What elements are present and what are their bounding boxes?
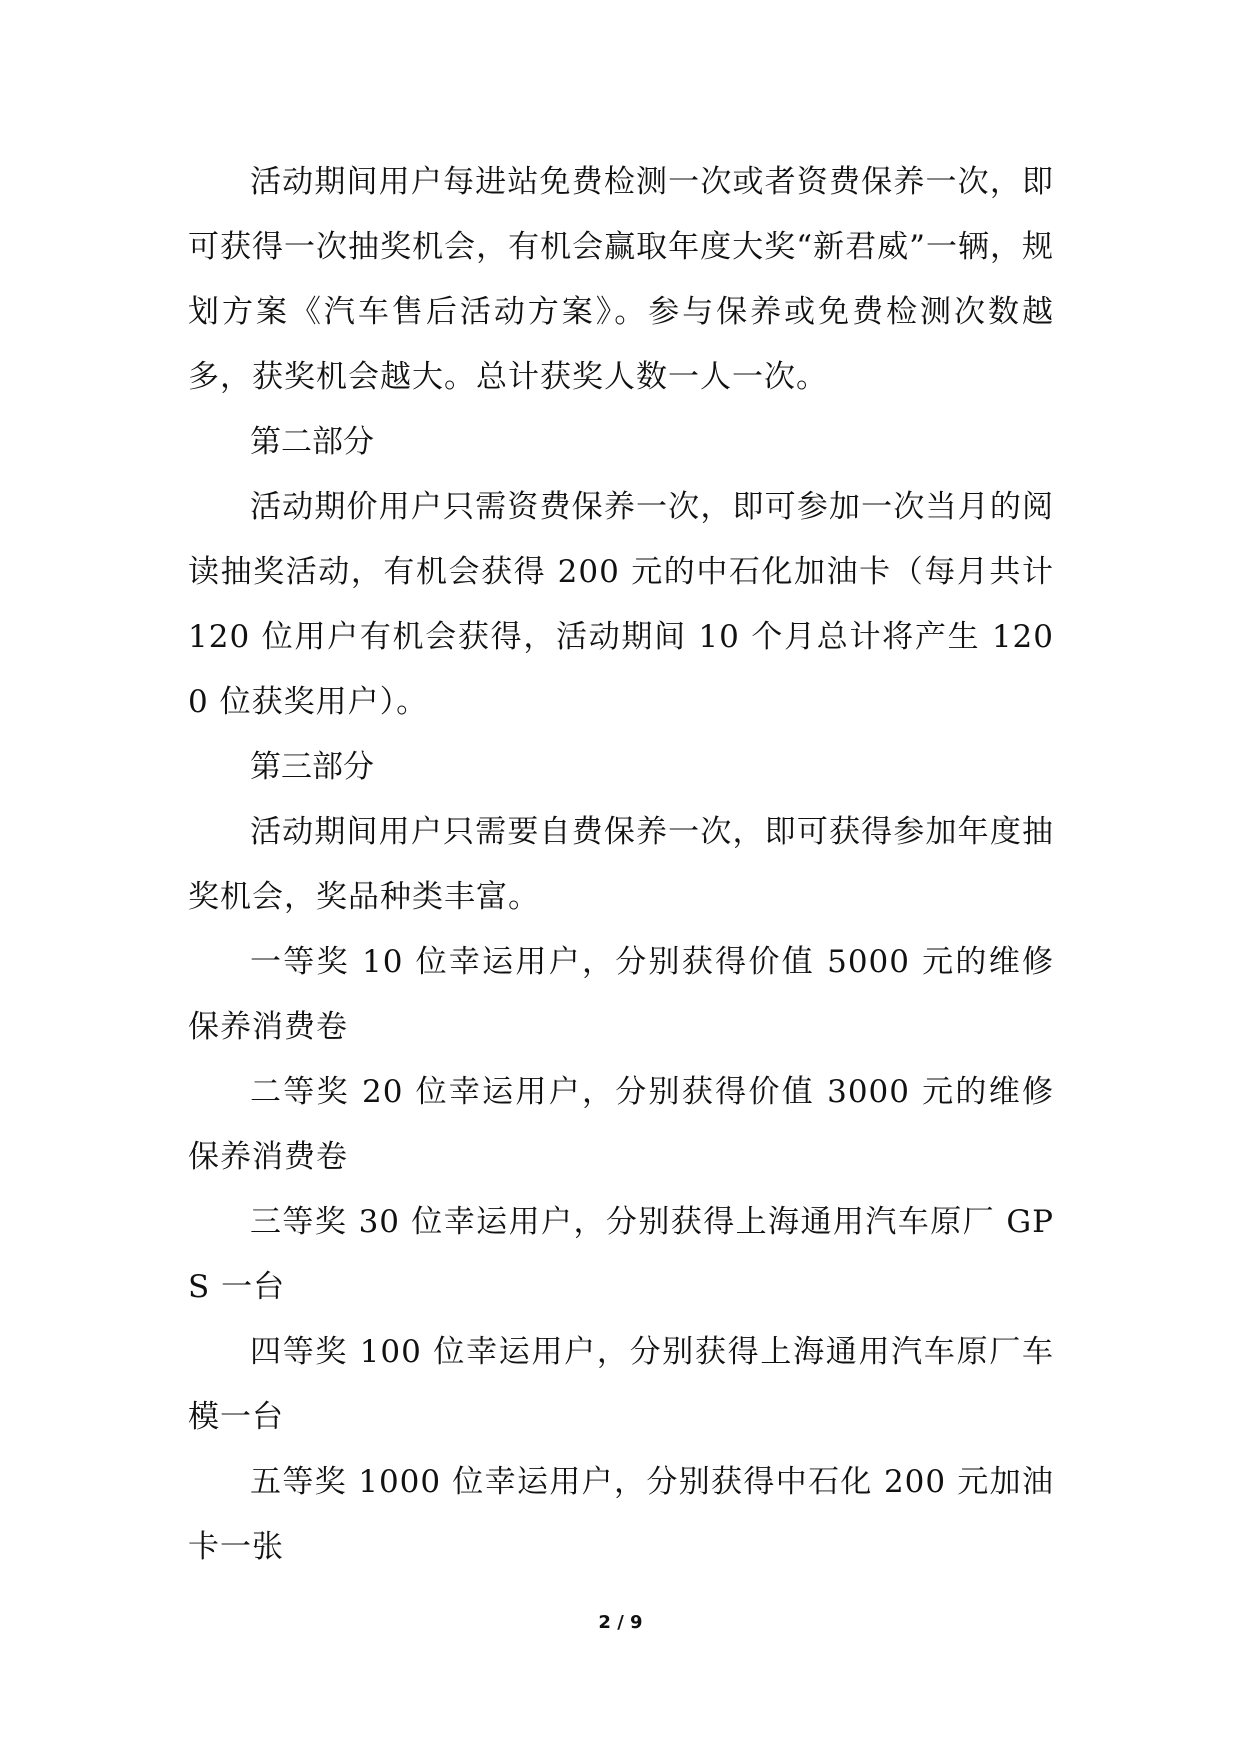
prize-first: 一等奖 10 位幸运用户，分别获得价值 5000 元的维修保养消费卷 bbox=[188, 944, 1054, 1045]
paragraph-grand-prize: 活动期间用户每进站免费检测一次或者资费保养一次，即可获得一次抽奖机会，有机会赢取年度大奖“新君威”一辆，规划方案《汽车售后活动方案》。参与保养或免费检测次数越多，获奖机会越大。总计获奖人数一人一次。 bbox=[188, 164, 1054, 395]
prize-second: 二等奖 20 位幸运用户，分别获得价值 3000 元的维修保养消费卷 bbox=[188, 1074, 1054, 1175]
section-heading-part-two: 第二部分 bbox=[250, 424, 374, 460]
page-number: 2 / 9 bbox=[598, 1612, 643, 1633]
prize-fourth: 四等奖 100 位幸运用户，分别获得上海通用汽车原厂车模一台 bbox=[188, 1334, 1054, 1435]
prize-fifth: 五等奖 1000 位幸运用户，分别获得中石化 200 元加油卡一张 bbox=[188, 1464, 1054, 1565]
prize-third: 三等奖 30 位幸运用户，分别获得上海通用汽车原厂 GPS 一台 bbox=[188, 1204, 1054, 1305]
section-heading-part-three: 第三部分 bbox=[250, 749, 374, 785]
document-body bbox=[188, 150, 1054, 1580]
paragraph-monthly-draw: 活动期价用户只需资费保养一次，即可参加一次当月的阅读抽奖活动，有机会获得 200 元的中石化加油卡（每月共计 120 位用户有机会获得，活动期间 10 个月总计将产生 1200 位获奖用户）。 bbox=[188, 489, 1054, 720]
paragraph-annual-draw: 活动期间用户只需要自费保养一次，即可获得参加年度抽奖机会，奖品种类丰富。 bbox=[188, 814, 1054, 915]
